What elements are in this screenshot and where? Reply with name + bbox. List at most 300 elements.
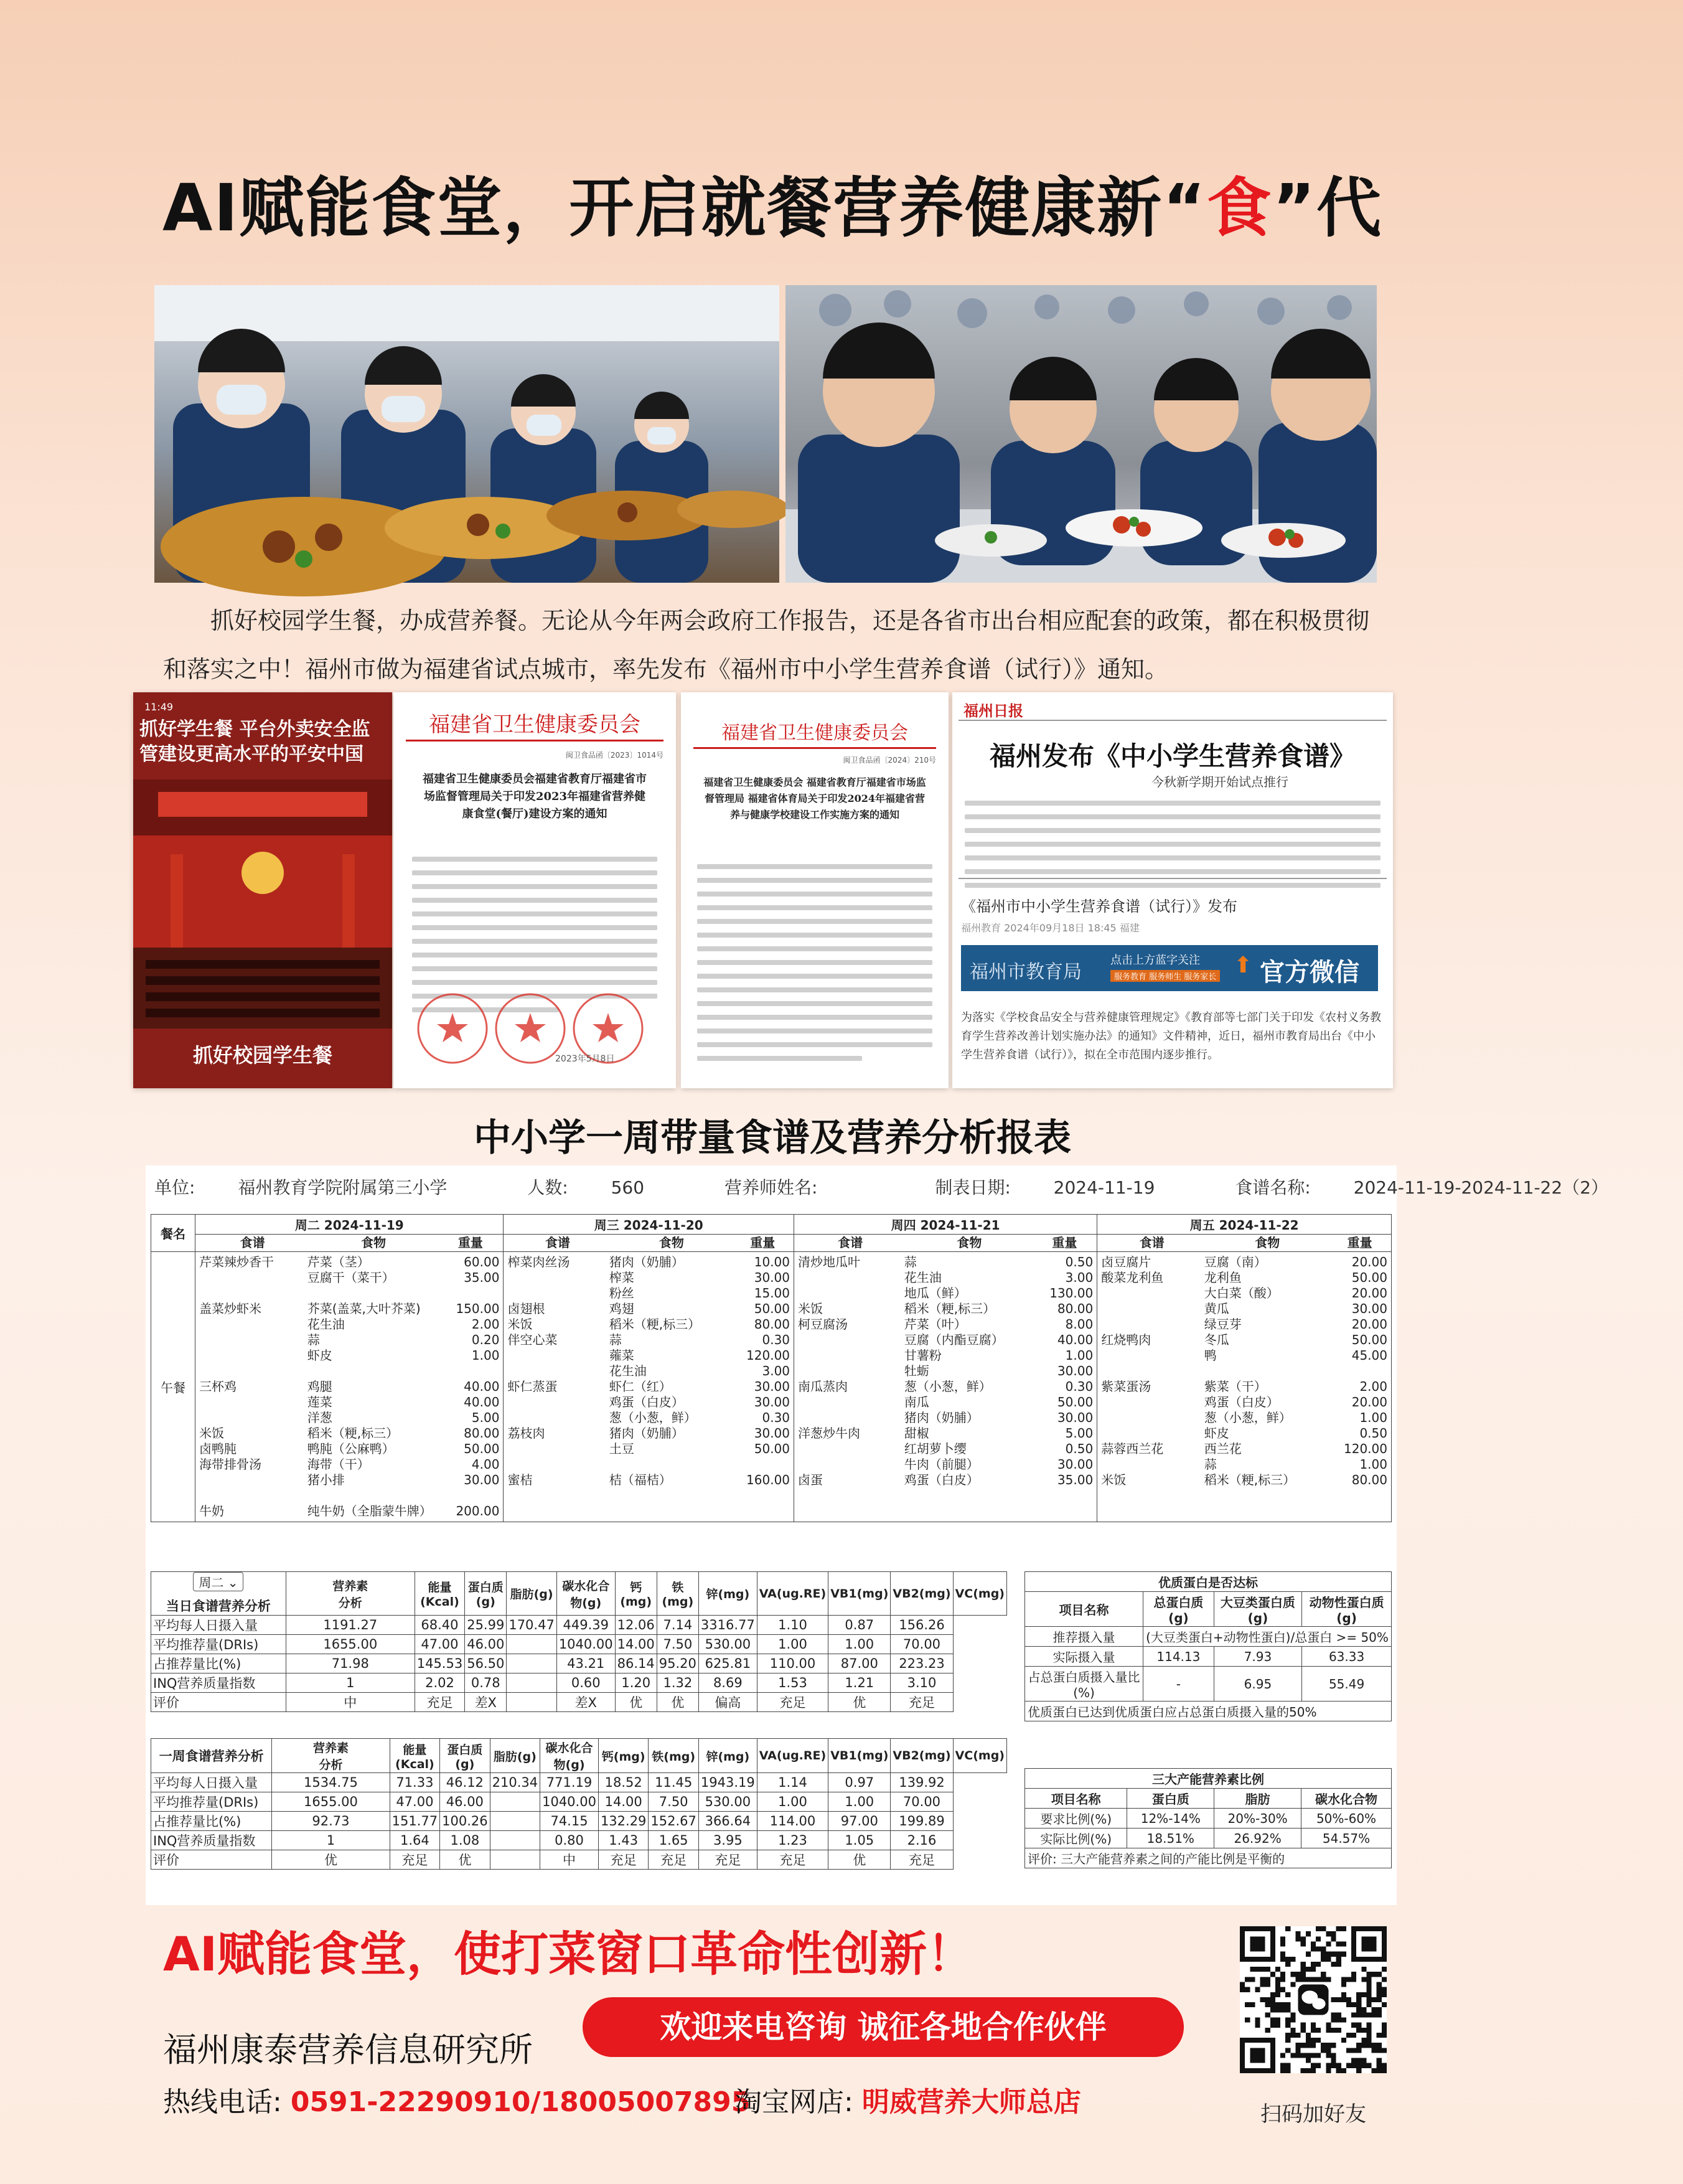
menu-row bbox=[1101, 1379, 1387, 1395]
dish-name bbox=[199, 1270, 307, 1286]
nutrient-value: 1040.00 bbox=[540, 1792, 599, 1812]
nutrient-value: 47.00 bbox=[415, 1635, 464, 1654]
food-weight: 80.00 bbox=[1351, 1472, 1387, 1487]
col-recipe: 食谱 bbox=[545, 1235, 570, 1250]
food-name: 花生油 bbox=[307, 1317, 345, 1332]
nutrient-header: 锌(mg) bbox=[698, 1739, 757, 1773]
nutrient-header: VB2(mg) bbox=[891, 1572, 953, 1616]
food-name bbox=[307, 1286, 439, 1301]
nutrient-value: 优 bbox=[272, 1850, 390, 1870]
food-name: 地瓜（鲜） bbox=[904, 1286, 967, 1301]
nutrient-value: 1.00 bbox=[757, 1792, 828, 1812]
nutrient-value: 差X bbox=[465, 1693, 507, 1712]
menu-row bbox=[507, 1286, 790, 1301]
hotline-number[interactable]: 0591-22290910/18005007895 bbox=[290, 2086, 751, 2118]
macro-col-header: 项目名称 bbox=[1025, 1789, 1127, 1809]
food-weight: 30.00 bbox=[1057, 1457, 1094, 1472]
menu-row bbox=[507, 1348, 790, 1363]
nutrient-header: 能量(Kcal) bbox=[415, 1572, 464, 1616]
dish-name bbox=[199, 1395, 307, 1410]
weekly-analysis-label: 一周食谱营养分析 bbox=[159, 1749, 264, 1764]
doc4-follow-banner[interactable] bbox=[961, 945, 1378, 991]
food-weight bbox=[439, 1488, 499, 1504]
nutrient-value: 132.29 bbox=[598, 1812, 648, 1831]
menu-row bbox=[507, 1254, 790, 1270]
food-weight: 5.00 bbox=[1065, 1426, 1094, 1441]
nutrient-value: 充足 bbox=[598, 1850, 648, 1870]
nutrient-value: 7.50 bbox=[657, 1635, 698, 1654]
food-weight: 40.00 bbox=[1057, 1332, 1094, 1347]
doc-news-broadcast bbox=[133, 692, 392, 1088]
menu-row bbox=[507, 1472, 790, 1488]
dish-name bbox=[798, 1348, 904, 1363]
nutrient-value: 199.89 bbox=[891, 1812, 953, 1831]
dish-name bbox=[199, 1332, 307, 1348]
food-name: 蒜 bbox=[1204, 1457, 1217, 1472]
nutrient-value: 95.20 bbox=[657, 1654, 698, 1673]
menu-row bbox=[199, 1363, 499, 1379]
dish-name: 米饭 bbox=[507, 1317, 533, 1332]
nutrient-value: 18.52 bbox=[598, 1773, 648, 1792]
people-value: 560 bbox=[611, 1177, 645, 1198]
nutrient-row bbox=[151, 1616, 1007, 1635]
food-weight: 80.00 bbox=[1057, 1301, 1094, 1316]
menu-row bbox=[1101, 1363, 1387, 1379]
food-weight: 30.00 bbox=[1057, 1410, 1094, 1425]
menu-row bbox=[1101, 1457, 1387, 1472]
col-weight: 重量 bbox=[750, 1235, 776, 1250]
dish-name bbox=[507, 1270, 609, 1286]
doc4-body-text: 为落实《学校食品安全与营养健康管理规定》《教育部等七部门关于印发《农村义务教育学生营养改善计划实施办法》的通知》文件精神，近日，福州市教育局出台《中小学生营养食谱（试行）》，拟在全市范围内逐步推行。 bbox=[961, 1011, 1381, 1061]
nutrient-value: 1.00 bbox=[828, 1792, 891, 1812]
protein-col-header: 总蛋白质(g) bbox=[1143, 1592, 1214, 1627]
nutrient-value: 充足 bbox=[891, 1693, 953, 1712]
macro-eval: 评价: 三大产能营养素之间的产能比例是平衡的 bbox=[1025, 1848, 1392, 1868]
dish-name bbox=[507, 1286, 609, 1301]
nutrient-value: 1.65 bbox=[649, 1831, 698, 1850]
weekly-nutrient-table bbox=[151, 1738, 1007, 1870]
macro-cell: 26.92% bbox=[1214, 1829, 1301, 1848]
nutrient-value: 优 bbox=[828, 1850, 891, 1870]
meal-header: 餐名 bbox=[151, 1215, 195, 1252]
macro-cell: 12%-14% bbox=[1127, 1809, 1214, 1829]
food-name: 西兰花 bbox=[1204, 1441, 1242, 1456]
nutrient-value bbox=[507, 1693, 556, 1712]
food-weight: 20.00 bbox=[1351, 1317, 1387, 1332]
nutrient-header: 脂肪(g) bbox=[490, 1739, 540, 1773]
nutrient-value: 1.21 bbox=[828, 1673, 891, 1693]
dish-name bbox=[1101, 1395, 1204, 1410]
menu-row bbox=[1101, 1426, 1387, 1441]
food-weight: 30.00 bbox=[1351, 1301, 1387, 1316]
protein-col-header: 项目名称 bbox=[1025, 1592, 1143, 1627]
macro-cell: 18.51% bbox=[1127, 1829, 1214, 1848]
food-weight: 50.00 bbox=[1057, 1395, 1094, 1410]
food-name: 虾仁（红） bbox=[609, 1379, 672, 1394]
dish-name bbox=[199, 1317, 307, 1332]
food-name: 南瓜 bbox=[904, 1395, 929, 1410]
dish-name: 米饭 bbox=[199, 1426, 225, 1441]
day-menu-cell bbox=[1097, 1252, 1392, 1522]
doc4-banner-org: 福州市教育局 bbox=[970, 961, 1082, 983]
menu-row bbox=[199, 1488, 499, 1504]
protein-cell: 占总蛋白质摄入量比(%) bbox=[1025, 1667, 1143, 1702]
col-recipe: 食谱 bbox=[838, 1235, 863, 1250]
dish-name bbox=[798, 1410, 904, 1426]
nutrient-header: VB1(mg) bbox=[828, 1739, 891, 1773]
nutrient-value: 74.15 bbox=[540, 1812, 599, 1831]
menu-row bbox=[199, 1504, 499, 1519]
food-name: 牡蛎 bbox=[904, 1363, 929, 1378]
protein-cell: 7.93 bbox=[1214, 1647, 1301, 1667]
menu-row bbox=[798, 1301, 1093, 1317]
food-name: 粉丝 bbox=[609, 1286, 634, 1301]
doc3-rule bbox=[693, 747, 936, 749]
food-name: 甜椒 bbox=[904, 1426, 929, 1441]
food-name: 鸡腿 bbox=[307, 1379, 332, 1394]
nutrient-value: 0.60 bbox=[556, 1673, 615, 1693]
menu-row bbox=[798, 1395, 1093, 1410]
shop-name[interactable]: 明威营养大师总店 bbox=[861, 2086, 1081, 2118]
day-menu-cell bbox=[195, 1252, 504, 1522]
food-name: 虾皮 bbox=[1204, 1426, 1229, 1441]
dish-name: 南瓜蒸肉 bbox=[798, 1379, 848, 1394]
menu-row bbox=[199, 1301, 499, 1317]
col-weight: 重量 bbox=[457, 1235, 483, 1250]
nutrient-value: 366.64 bbox=[698, 1812, 757, 1831]
menu-row bbox=[199, 1441, 499, 1457]
nutrient-value: 14.00 bbox=[615, 1635, 657, 1654]
food-name: 鸡蛋（白皮） bbox=[904, 1472, 979, 1487]
food-weight: 4.00 bbox=[471, 1457, 500, 1472]
nutrient-row-label: 平均推荐量(DRIs) bbox=[151, 1635, 286, 1654]
food-name: 蕹菜 bbox=[609, 1348, 634, 1363]
nutrient-value: 1.00 bbox=[828, 1635, 891, 1654]
food-name: 土豆 bbox=[609, 1441, 634, 1456]
day-subheader bbox=[1097, 1235, 1392, 1252]
food-weight: 35.00 bbox=[464, 1270, 500, 1285]
protein-rec-value: (大豆类蛋白+动物性蛋白)/总蛋白 >= 50% bbox=[1143, 1627, 1392, 1647]
unit-value: 福州教育学院附属第三小学 bbox=[238, 1177, 448, 1198]
food-weight: 35.00 bbox=[1057, 1472, 1094, 1487]
nutrient-value: 14.00 bbox=[598, 1792, 648, 1812]
protein-quality-table bbox=[1024, 1571, 1392, 1721]
food-weight bbox=[439, 1363, 499, 1379]
dish-name: 盖菜炒虾米 bbox=[199, 1301, 262, 1316]
doc-provincial-notice-2024 bbox=[681, 692, 949, 1088]
protein-cell: 63.33 bbox=[1302, 1647, 1392, 1667]
macro-cell: 实际比例(%) bbox=[1025, 1829, 1127, 1848]
nutrient-corner: 营养素 分析 bbox=[272, 1739, 390, 1773]
nutrient-value: 86.14 bbox=[615, 1654, 657, 1673]
nutrient-header: 钙(mg) bbox=[615, 1572, 657, 1616]
nutrient-value: 1943.19 bbox=[698, 1773, 757, 1792]
dish-name bbox=[798, 1270, 904, 1286]
nutrient-row-label: 平均每人日摄入量 bbox=[151, 1616, 286, 1635]
menu-row bbox=[798, 1426, 1093, 1441]
food-name: 牛肉（前腿） bbox=[904, 1457, 979, 1472]
food-weight: 50.00 bbox=[754, 1301, 790, 1316]
dish-name: 卤翅根 bbox=[507, 1301, 545, 1316]
food-name: 猪肉（奶脯） bbox=[609, 1254, 684, 1269]
nutrient-value: 0.80 bbox=[540, 1831, 599, 1850]
food-weight: 0.30 bbox=[762, 1332, 790, 1347]
menu-row bbox=[507, 1317, 790, 1332]
menu-row bbox=[1101, 1254, 1387, 1270]
protein-cell: 114.13 bbox=[1143, 1647, 1214, 1667]
qr-code[interactable] bbox=[1240, 1926, 1387, 2073]
nutrient-value: 1.23 bbox=[757, 1831, 828, 1850]
nutrient-value: 充足 bbox=[649, 1850, 698, 1870]
food-name: 蒜 bbox=[609, 1332, 622, 1347]
doc1-footer: 抓好校园学生餐 bbox=[192, 1043, 332, 1067]
nutrition-report bbox=[146, 1165, 1609, 1905]
doc-newspaper-wechat bbox=[952, 692, 1393, 1088]
macro-col-header: 蛋白质 bbox=[1127, 1789, 1214, 1809]
nutrient-row bbox=[151, 1693, 1007, 1712]
food-weight: 20.00 bbox=[1351, 1395, 1387, 1410]
nutrient-value: 优 bbox=[440, 1850, 490, 1870]
menu-row bbox=[1101, 1317, 1387, 1332]
nutrient-value: 1191.27 bbox=[286, 1616, 415, 1635]
doc4-banner-tags: 服务教育 服务师生 服务家长 bbox=[1110, 970, 1220, 982]
nutrient-value: 充足 bbox=[415, 1693, 464, 1712]
dish-name: 清炒地瓜叶 bbox=[798, 1254, 861, 1269]
chevron-down-icon: ⌄ bbox=[227, 1575, 238, 1590]
nutrient-value bbox=[507, 1673, 556, 1693]
nutrient-value: 449.39 bbox=[556, 1616, 615, 1635]
food-weight: 50.00 bbox=[1351, 1270, 1387, 1285]
menu-row bbox=[199, 1379, 499, 1395]
nutrient-value: 3316.77 bbox=[698, 1616, 757, 1635]
title-highlight: 食 bbox=[1206, 170, 1273, 246]
protein-cell: 实际摄入量 bbox=[1025, 1647, 1143, 1667]
food-name: 芹菜（叶） bbox=[904, 1317, 967, 1332]
menu-row bbox=[798, 1332, 1093, 1348]
dish-name: 蒜蓉西兰花 bbox=[1101, 1441, 1164, 1456]
dish-name bbox=[199, 1488, 307, 1504]
macro-ratio-table bbox=[1024, 1768, 1392, 1868]
nutrient-value: 中 bbox=[540, 1850, 599, 1870]
menu-row bbox=[1101, 1395, 1387, 1410]
food-name: 冬瓜 bbox=[1204, 1332, 1229, 1347]
nutrient-value: 210.34 bbox=[490, 1773, 540, 1792]
nutrient-header: VB2(mg) bbox=[891, 1739, 953, 1773]
nutrient-header: 碳水化合物(g) bbox=[556, 1572, 615, 1616]
menu-row bbox=[798, 1441, 1093, 1457]
menu-row bbox=[507, 1441, 790, 1457]
cooperation-banner: 欢迎来电咨询 诚征各地合作伙伴 bbox=[583, 1997, 1184, 2057]
nutrient-value: 1040.00 bbox=[556, 1635, 615, 1654]
hotline: 热线电话: 0591-22290910/18005007895 bbox=[163, 2086, 751, 2118]
dish-name bbox=[1101, 1286, 1204, 1301]
menu-row bbox=[507, 1270, 790, 1286]
macro-cell: 要求比例(%) bbox=[1025, 1809, 1127, 1829]
doc2-rule bbox=[406, 740, 663, 741]
nutrient-row-label: 占推荐量比(%) bbox=[151, 1812, 272, 1831]
nutrient-value: 110.00 bbox=[757, 1654, 828, 1673]
dish-name: 蜜桔 bbox=[507, 1472, 533, 1487]
doc3-body-lines bbox=[697, 855, 932, 1070]
food-name: 莲菜 bbox=[307, 1395, 332, 1410]
nutrient-corner: 营养素 分析 bbox=[286, 1572, 415, 1616]
nutrient-value: 优 bbox=[828, 1693, 891, 1712]
dish-name: 米饭 bbox=[1101, 1472, 1127, 1487]
doc4-rule2 bbox=[959, 878, 1387, 879]
dish-name: 米饭 bbox=[798, 1301, 823, 1316]
food-weight: 0.20 bbox=[471, 1332, 500, 1347]
nutrient-value: 1.00 bbox=[757, 1635, 828, 1654]
nutrient-row-label: INQ营养质量指数 bbox=[151, 1831, 272, 1850]
day-subheader bbox=[794, 1235, 1097, 1252]
menu-column-header-row bbox=[151, 1235, 1392, 1252]
menu-row bbox=[798, 1286, 1093, 1301]
protein-cell: 6.95 bbox=[1214, 1667, 1301, 1702]
food-name: 纯牛奶（全脂蒙牛牌） bbox=[307, 1504, 432, 1518]
intro-paragraph: 抓好校园学生餐，办成营养餐。无论从今年两会政府工作报告，还是各省市出台相应配套的政策，都在积极贯彻和落实之中！福州市做为福建省试点城市，率先发布《福州市中小学生营养食谱（试行）》通知。 bbox=[163, 607, 1370, 683]
nutrient-header: 铁(mg) bbox=[657, 1572, 698, 1616]
dish-name: 海带排骨汤 bbox=[199, 1457, 262, 1472]
food-name: 虾皮 bbox=[307, 1348, 332, 1363]
day-select[interactable]: 周二 ⌄ bbox=[193, 1572, 243, 1591]
nutrient-value: 87.00 bbox=[828, 1654, 891, 1673]
nutrient-row bbox=[151, 1792, 1007, 1812]
menu-row bbox=[798, 1317, 1093, 1332]
menu-row bbox=[199, 1270, 499, 1286]
nutrient-value: 145.53 bbox=[415, 1654, 464, 1673]
doc4-article-meta: 福州教育 2024年09月18日 18:45 福建 bbox=[961, 922, 1140, 934]
menu-row bbox=[798, 1348, 1093, 1363]
col-weight: 重量 bbox=[1347, 1235, 1372, 1250]
food-name: 紫菜（干） bbox=[1204, 1379, 1267, 1394]
food-weight: 30.00 bbox=[754, 1270, 790, 1285]
day-menu-cell bbox=[504, 1252, 794, 1522]
nutrient-value: 530.00 bbox=[698, 1792, 757, 1812]
menu-row bbox=[798, 1254, 1093, 1270]
dish-name bbox=[798, 1286, 904, 1301]
food-weight: 1.00 bbox=[1065, 1348, 1094, 1363]
food-name: 海带（干） bbox=[307, 1457, 370, 1472]
nutrient-value: 1534.75 bbox=[272, 1773, 390, 1792]
dish-name: 芹菜辣炒香干 bbox=[199, 1254, 274, 1269]
daily-analysis-cell bbox=[151, 1572, 286, 1616]
dish-name bbox=[798, 1395, 904, 1410]
food-name: 鸡蛋（白皮） bbox=[1204, 1395, 1279, 1410]
food-weight: 20.00 bbox=[1351, 1254, 1387, 1269]
nutrient-value: 1 bbox=[272, 1831, 390, 1850]
nutrient-value: 170.47 bbox=[507, 1616, 556, 1635]
nutrient-value: 100.26 bbox=[440, 1812, 490, 1831]
qr-code-icon bbox=[1240, 1926, 1387, 2073]
food-name bbox=[609, 1457, 734, 1472]
nutrient-value: 46.00 bbox=[465, 1635, 507, 1654]
weekly-analysis-cell bbox=[151, 1739, 272, 1773]
dish-name: 柯豆腐汤 bbox=[798, 1317, 848, 1332]
menu-row bbox=[507, 1301, 790, 1317]
food-weight bbox=[733, 1457, 790, 1472]
dish-name: 紫菜蛋汤 bbox=[1101, 1379, 1151, 1394]
unit-info: 单位: 福州教育学院附属第三小学 bbox=[154, 1177, 448, 1198]
menu-row bbox=[199, 1395, 499, 1410]
food-name: 蒜 bbox=[904, 1254, 917, 1269]
food-name: 龙利鱼 bbox=[1204, 1270, 1242, 1285]
dietitian-info: 营养师姓名: bbox=[724, 1177, 818, 1198]
meal-name: 午餐 bbox=[151, 1252, 195, 1522]
dish-name bbox=[1101, 1410, 1204, 1426]
dish-name bbox=[199, 1348, 307, 1363]
food-weight: 5.00 bbox=[471, 1410, 500, 1425]
nutrient-value: 1655.00 bbox=[272, 1792, 390, 1812]
nutrient-value: 47.00 bbox=[390, 1792, 439, 1812]
nutrient-value: 1.20 bbox=[615, 1673, 657, 1693]
menu-row bbox=[798, 1457, 1093, 1472]
food-weight: 80.00 bbox=[754, 1317, 790, 1332]
menu-row bbox=[199, 1426, 499, 1441]
food-name: 稻米（粳,标三） bbox=[1204, 1472, 1296, 1487]
nutrient-value: 1.32 bbox=[657, 1673, 698, 1693]
nutrient-value: 中 bbox=[286, 1693, 415, 1712]
food-name: 鸭肫（公麻鸭） bbox=[307, 1441, 395, 1456]
bottom-slogan: AI赋能食堂，使打菜窗口革命性创新！ bbox=[163, 1926, 975, 1982]
doc4-banner-tip: 点击上方蓝字关注 bbox=[1110, 954, 1200, 967]
food-weight: 15.00 bbox=[754, 1286, 790, 1301]
food-name: 猪肉（奶脯） bbox=[609, 1426, 684, 1441]
food-name: 鸡翅 bbox=[609, 1301, 634, 1316]
nutrient-row bbox=[151, 1831, 1007, 1850]
doc4-article-title[interactable]: 《福州市中小学生营养食谱（试行）》发布 bbox=[961, 898, 1237, 915]
doc2-title: 福建省卫生健康委员会福建省教育厅福建省市场监督管理局关于印发2023年福建省营养健康食堂(餐厅)建设方案的通知 bbox=[423, 773, 647, 821]
macro-title: 三大产能营养素比例 bbox=[1025, 1769, 1392, 1789]
protein-note: 优质蛋白已达到优质蛋白应占总蛋白质摄入量的50% bbox=[1025, 1702, 1392, 1721]
nutrient-header: 能量(Kcal) bbox=[390, 1739, 439, 1773]
nutrient-row bbox=[151, 1850, 1007, 1870]
nutrient-value: 充足 bbox=[757, 1693, 828, 1712]
menu-row bbox=[199, 1410, 499, 1426]
doc3-org: 福建省卫生健康委员会 bbox=[721, 722, 908, 744]
dish-name bbox=[798, 1332, 904, 1348]
nutrient-value: 25.99 bbox=[465, 1616, 507, 1635]
menu-row bbox=[798, 1270, 1093, 1286]
food-weight: 50.00 bbox=[464, 1441, 500, 1456]
food-name: 蒜 bbox=[307, 1332, 320, 1347]
food-name: 甘薯粉 bbox=[904, 1348, 942, 1363]
nutrient-header: VA(ug.RE) bbox=[757, 1739, 828, 1773]
nutrient-value: 56.50 bbox=[465, 1654, 507, 1673]
food-weight: 10.00 bbox=[754, 1254, 790, 1269]
nutrient-header: 锌(mg) bbox=[698, 1572, 757, 1616]
nutrient-row-label: 评价 bbox=[151, 1693, 286, 1712]
food-weight bbox=[1330, 1363, 1387, 1379]
menu-row bbox=[199, 1317, 499, 1332]
nutrient-header: 蛋白质(g) bbox=[440, 1739, 490, 1773]
nutrient-value: 1.64 bbox=[390, 1831, 439, 1850]
nutrient-value: 0.78 bbox=[465, 1673, 507, 1693]
nutrient-value: 充足 bbox=[390, 1850, 439, 1870]
col-recipe: 食谱 bbox=[1139, 1235, 1165, 1250]
dish-name: 榨菜肉丝汤 bbox=[507, 1254, 570, 1269]
report-title: 中小学一周带量食谱及营养分析报表 bbox=[474, 1116, 1071, 1160]
company-name: 福州康泰营养信息研究所 bbox=[163, 2030, 533, 2069]
dish-name bbox=[199, 1363, 307, 1379]
dish-name: 红烧鸭肉 bbox=[1101, 1332, 1151, 1347]
nutrient-value: 71.98 bbox=[286, 1654, 415, 1673]
menu-row bbox=[199, 1332, 499, 1348]
day-header: 周四 2024-11-21 bbox=[794, 1215, 1097, 1235]
qr-caption: 扫码加好友 bbox=[1260, 2102, 1366, 2127]
menu-row bbox=[1101, 1441, 1387, 1457]
food-weight bbox=[439, 1286, 499, 1301]
food-weight: 40.00 bbox=[464, 1379, 500, 1394]
